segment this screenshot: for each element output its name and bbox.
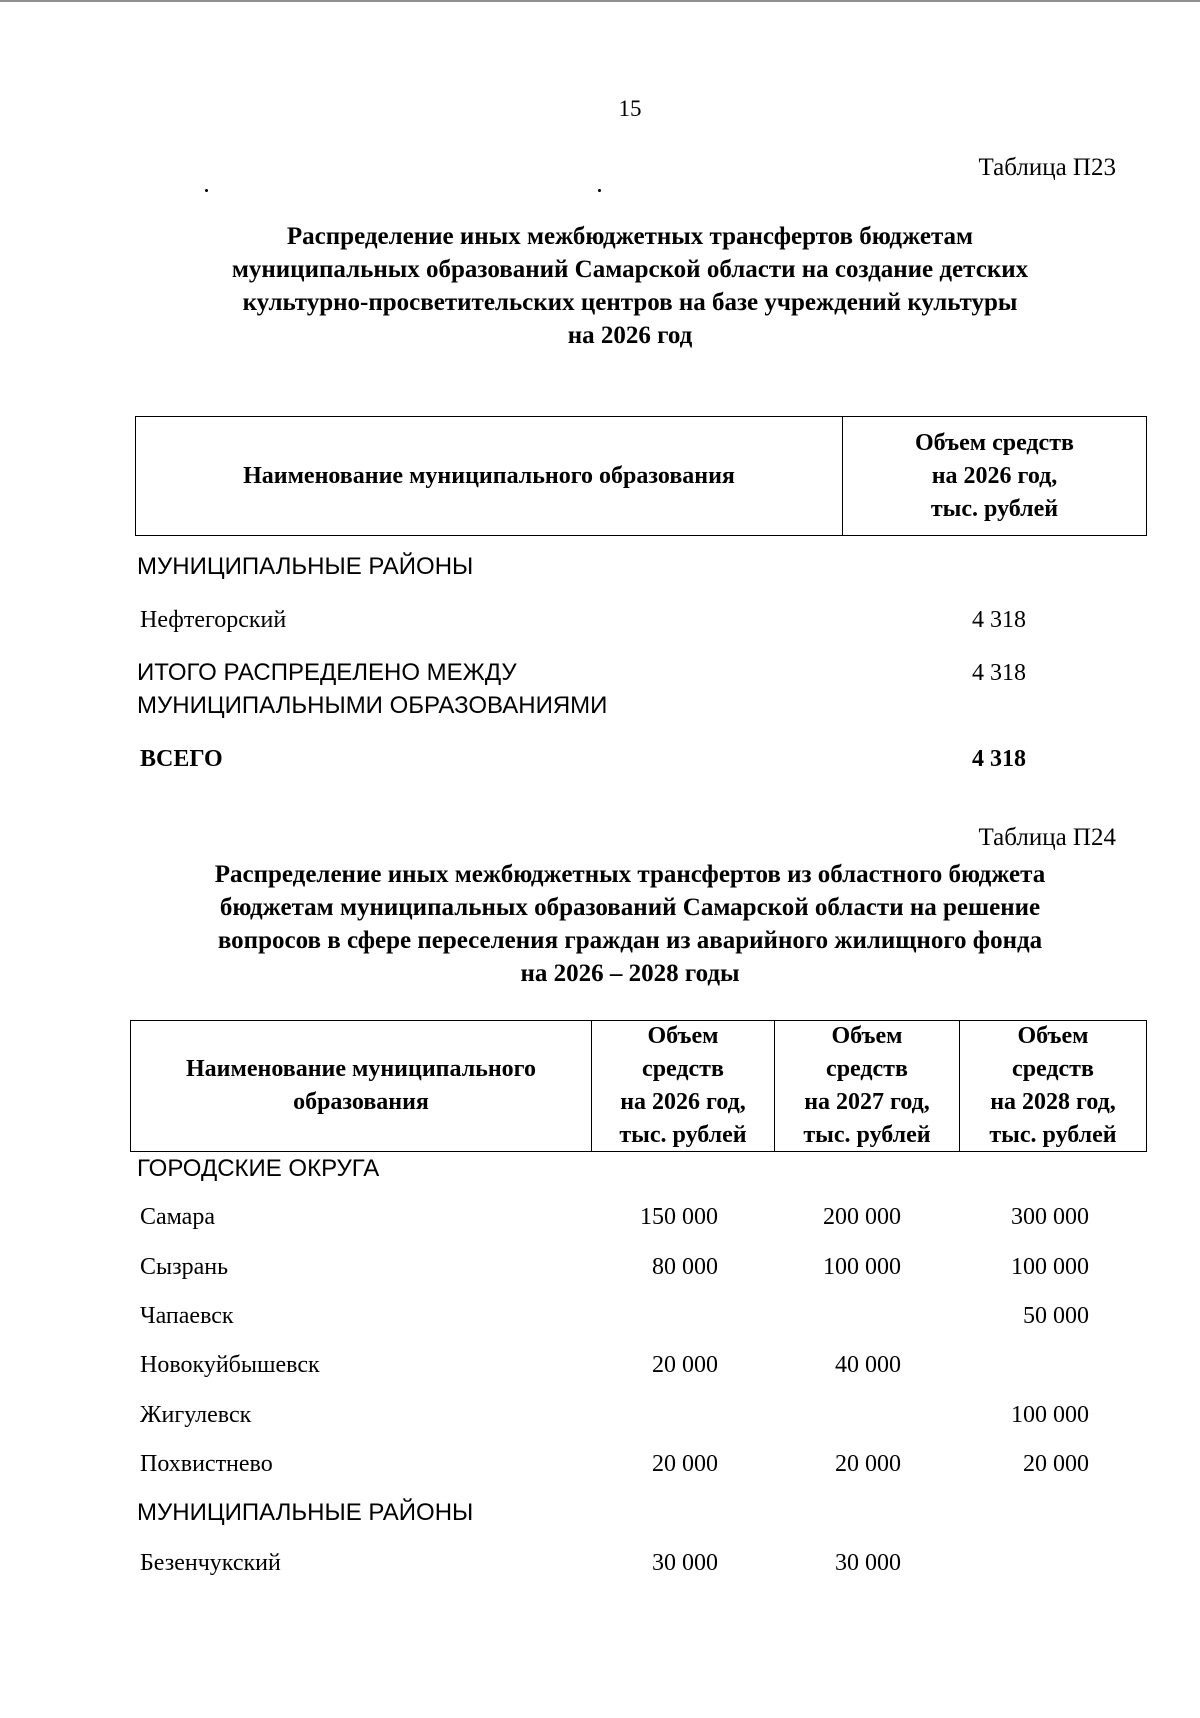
header-line: Объем	[831, 1023, 903, 1049]
table1-title-line: на 2026 год	[567, 322, 693, 349]
table2-section-heading: МУНИЦИПАЛЬНЫЕ РАЙОНЫ	[137, 1499, 474, 1526]
table1-title-line: Распределение иных межбюджетных трансфертов бюджетам	[286, 223, 974, 250]
row-value-2028: 20 000	[1023, 1451, 1089, 1477]
row-name: Сызрань	[140, 1254, 229, 1280]
table1-row-name: Нефтегорский	[140, 607, 287, 633]
header-line: тыс. рублей	[930, 495, 1059, 522]
header-line: на 2026 год,	[931, 462, 1058, 489]
table1-row-value: 4 318	[972, 607, 1026, 633]
header-line: тыс. рублей	[619, 1122, 747, 1148]
row-value-2026: 30 000	[652, 1550, 718, 1576]
table2-header-2027	[775, 1021, 960, 1151]
row-value-2028: 50 000	[1023, 1303, 1089, 1329]
table2-header	[130, 1020, 1147, 1152]
row-value-2027: 100 000	[823, 1254, 901, 1280]
header-line: Объем	[647, 1023, 719, 1049]
table1-title-line: муниципальных образований Самарской области на создание детских	[231, 256, 1029, 283]
scan-speck	[205, 189, 208, 192]
table2-title	[0, 858, 1200, 990]
row-value-2027: 30 000	[835, 1550, 901, 1576]
row-value-2026: 20 000	[652, 1352, 718, 1378]
header-line: Наименование муниципального	[186, 1056, 536, 1082]
header-line: тыс. рублей	[803, 1122, 931, 1148]
row-value-2028: 100 000	[1011, 1402, 1089, 1428]
table1-title	[0, 220, 1200, 352]
header-line: образования	[293, 1089, 429, 1115]
table2-label: Таблица П24	[978, 824, 1116, 851]
scan-edge-line	[0, 0, 1200, 2]
row-value-2027: 200 000	[823, 1204, 901, 1230]
row-name: Жигулевск	[140, 1402, 252, 1428]
header-line: средств	[642, 1056, 724, 1082]
table2-title-line: бюджетам муниципальных образований Самарской области на решение	[219, 894, 1041, 921]
table2-header-2026	[592, 1021, 775, 1151]
row-value-2028: 300 000	[1011, 1204, 1089, 1230]
table2-section-heading: ГОРОДСКИЕ ОКРУГА	[137, 1155, 380, 1182]
header-line: на 2027 год,	[804, 1089, 930, 1115]
header-line: на 2028 год,	[990, 1089, 1116, 1115]
header-line: тыс. рублей	[989, 1122, 1117, 1148]
table1-total-value: 4 318	[972, 746, 1026, 772]
row-value-2026: 150 000	[640, 1204, 718, 1230]
table1-label: Таблица П23	[978, 154, 1116, 181]
page-number: 15	[618, 96, 642, 121]
table1-total-name: ВСЕГО	[140, 746, 223, 772]
table1-title-line: культурно-просветительских центров на базе учреждений культуры	[242, 289, 1018, 316]
header-line: Объем	[1017, 1023, 1089, 1049]
table1-header	[135, 416, 1147, 536]
row-value-2026: 20 000	[652, 1451, 718, 1477]
table2-title-line: вопросов в сфере переселения граждан из аварийного жилищного фонда	[217, 927, 1043, 954]
table1-subtotal-name	[137, 656, 607, 722]
table2-title-line: Распределение иных межбюджетных трансфертов из областного бюджета	[214, 861, 1046, 888]
header-line: средств	[826, 1056, 908, 1082]
subtotal-line: ИТОГО РАСПРЕДЕЛЕНО МЕЖДУ	[137, 659, 517, 686]
table1-header-name: Наименование муниципального образования	[136, 417, 843, 535]
row-value-2026: 80 000	[652, 1254, 718, 1280]
row-name: Новокуйбышевск	[140, 1352, 320, 1378]
table1-header-value	[843, 417, 1146, 535]
row-value-2028: 100 000	[1011, 1254, 1089, 1280]
row-name: Похвистнево	[140, 1451, 273, 1477]
scan-speck	[598, 189, 601, 192]
table2-header-2028	[960, 1021, 1146, 1151]
row-name: Самара	[140, 1204, 215, 1230]
header-line: на 2026 год,	[620, 1089, 746, 1115]
table1-subtotal-value: 4 318	[972, 660, 1026, 686]
subtotal-line: МУНИЦИПАЛЬНЫМИ ОБРАЗОВАНИЯМИ	[137, 692, 608, 719]
table1-section-heading: МУНИЦИПАЛЬНЫЕ РАЙОНЫ	[137, 553, 474, 580]
row-name: Безенчукский	[140, 1550, 281, 1576]
row-value-2027: 20 000	[835, 1451, 901, 1477]
row-name: Чапаевск	[140, 1303, 234, 1329]
header-line: средств	[1012, 1056, 1094, 1082]
header-line: Объем средств	[915, 429, 1074, 456]
table2-header-name	[131, 1021, 592, 1151]
row-value-2027: 40 000	[835, 1352, 901, 1378]
table2-title-line: на 2026 – 2028 годы	[520, 960, 740, 987]
